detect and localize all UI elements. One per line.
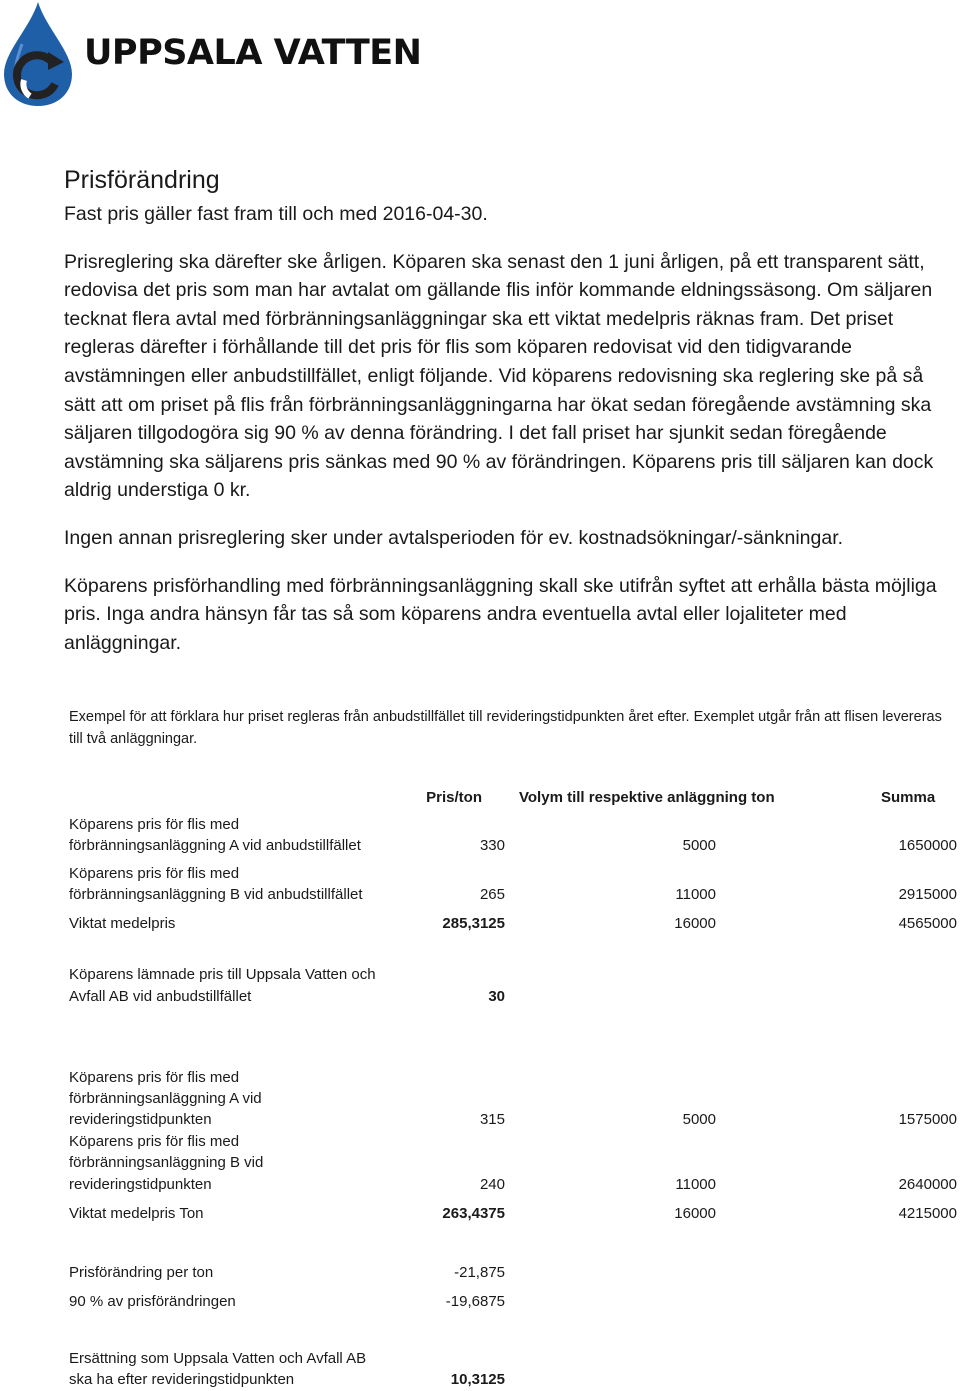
cell-price: 240 [479, 1176, 505, 1193]
row-label: Köparens pris för flis med [69, 816, 240, 833]
cell-price: 315 [479, 1111, 505, 1128]
row-label: förbränningsanläggning A vid [69, 1090, 262, 1107]
cell-sum: 2915000 [898, 886, 957, 903]
cell-volume: 5000 [682, 1111, 716, 1128]
header-price: Pris/ton [426, 789, 482, 806]
row-label: ska ha efter revideringstidpunkten [69, 1371, 295, 1388]
row-label: förbränningsanläggning B vid [69, 1154, 264, 1171]
row-label: Prisförändring per ton [69, 1264, 214, 1281]
logo-wordmark: UPPSALA VATTEN [84, 33, 422, 73]
cell-price: -21,875 [454, 1264, 505, 1281]
paragraph-no-other-regulation: Ingen annan prisreglering sker under avtalsperioden för ev. kostnadsökningar/-sänkningar. [64, 526, 844, 549]
row-label: Ersättning som Uppsala Vatten och Avfall AB [69, 1350, 367, 1367]
cell-sum: 1575000 [898, 1111, 957, 1128]
cell-price: -19,6875 [445, 1293, 505, 1310]
example-note: Exempel för att förklara hur priset regleras från anbudstillfället till revideringstidpunkten året efter. Exemplet utgår från att flisen levereras till två anläggningar. [69, 709, 942, 747]
cell-volume: 16000 [674, 915, 716, 932]
cell-volume: 5000 [682, 837, 716, 854]
row-label: förbränningsanläggning B vid anbudstillfället [69, 886, 363, 903]
row-label: förbränningsanläggning A vid anbudstillfället [69, 837, 361, 854]
row-label: revideringstidpunkten [69, 1176, 212, 1193]
cell-volume: 11000 [675, 886, 716, 903]
header-volume: Volym till respektive anläggning ton [519, 789, 775, 806]
water-drop-recycle-icon [0, 0, 84, 108]
row-label: 90 % av prisförändringen [69, 1293, 236, 1310]
cell-sum: 2640000 [898, 1176, 957, 1193]
cell-sum: 1650000 [898, 837, 957, 854]
paragraph-price-regulation: Prisreglering ska därefter ske årligen. Köparen ska senast den 1 juni årligen, på ett transparent sätt, redovisa det pris som man har avtalat om gällande flis inför kommande eldningssäsong. Om säljaren tecknat flera avtal med förbränningsanläggningar ska ett viktat medelpris räknas fram. Det priset regleras därefter i förhållande till det pris för flis som köparen redovisat vid den tidigvarande avstämningen eller anbudstillfället, enligt följande. Vid köparens redovisning ska reglering ske på så sätt att om priset på flis från förbränningsanläggningarna har ökat sedan föregående avstämning ska säljaren tillgodogöra sig 90 % av denna förändring. I det fall priset har sjunkit sedan föregående avstämning ska säljarens pris sänkas med 90 % av förändringen. Köparens pris till säljaren kan dock aldrig understiga 0 kr. [64, 250, 934, 502]
row-label: Köparens pris för flis med [69, 1133, 240, 1150]
paragraph-fixed-price: Fast pris gäller fast fram till och med 2016-04-30. [64, 203, 488, 225]
row-label: Viktat medelpris [69, 915, 176, 932]
cell-sum: 4215000 [898, 1205, 957, 1222]
row-label: Köparens pris för flis med [69, 865, 240, 882]
row-label: Köparens pris för flis med [69, 1069, 240, 1086]
header-sum: Summa [881, 789, 936, 806]
row-label: Köparens lämnade pris till Uppsala Vatten och [69, 966, 376, 983]
cell-price: 263,4375 [442, 1205, 505, 1222]
cell-volume: 11000 [675, 1176, 716, 1193]
paragraph-negotiation: Köparens prisförhandling med förbränningsanläggning skall ske utifrån syftet att erhålla bästa möjliga pris. Inga andra hänsyn får tas så som köparens andra eventuella avtal eller lojaliteter med anläggningar. [64, 574, 937, 654]
logo [0, 0, 422, 110]
main-content [64, 164, 954, 657]
row-label: Viktat medelpris Ton [69, 1205, 204, 1222]
cell-price: 285,3125 [442, 915, 505, 932]
cell-sum: 4565000 [898, 915, 957, 932]
cell-price: 10,3125 [450, 1371, 505, 1388]
cell-price: 265 [479, 886, 505, 903]
cell-price: 30 [488, 988, 505, 1005]
row-label: Avfall AB vid anbudstillfället [69, 988, 252, 1005]
cell-price: 330 [479, 837, 505, 854]
page-title: Prisförändring [64, 166, 220, 194]
cell-volume: 16000 [674, 1205, 716, 1222]
row-label: revideringstidpunkten [69, 1111, 212, 1128]
